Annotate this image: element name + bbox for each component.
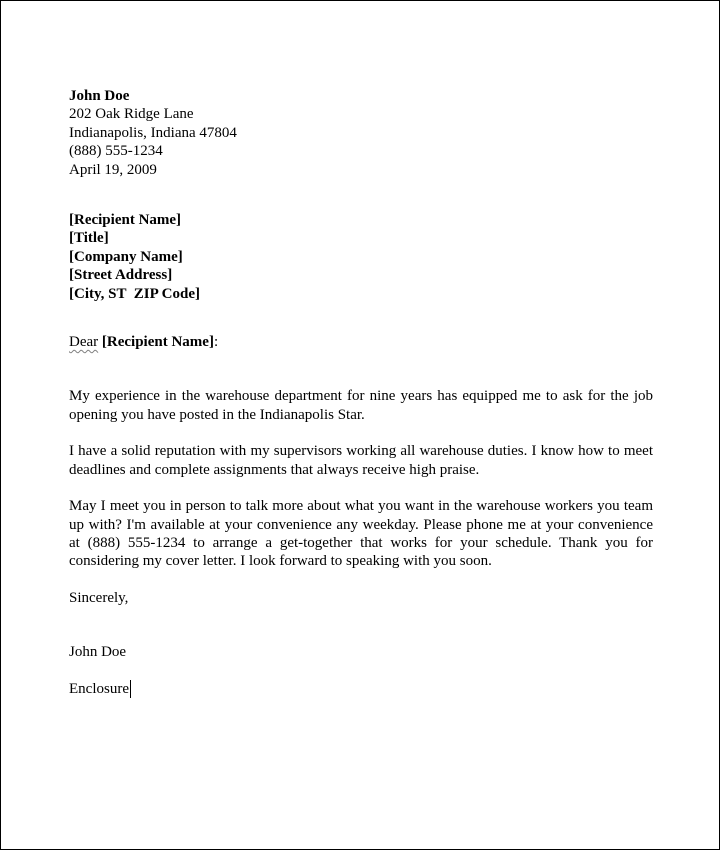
salutation-punctuation: : — [213, 334, 219, 351]
salutation — [69, 333, 653, 351]
letter-body[interactable] — [69, 87, 653, 698]
sender-name: John Doe — [69, 88, 130, 104]
enclosure-line — [69, 680, 653, 698]
sender-street: 202 Oak Ridge Lane — [69, 106, 194, 123]
sender-city-state-zip: Indianapolis, Indiana 47804 — [69, 124, 237, 141]
body-paragraph-3: May I meet you in person to talk more about what you want in the warehouse workers you team up with? I'm available at your convenience any weekday. Please phone me at your convenience at (888) 555-1234 to arrange a get-together that works for your schedule. Thank you for considering my cover letter. I look forward to speaking with you soon. — [69, 498, 653, 570]
text-cursor — [130, 680, 131, 698]
sender-block — [69, 87, 653, 179]
body-paragraph-2: I have a solid reputation with my supervisors working all warehouse duties. I know how to meet deadlines and complete assignments that always receive high praise. — [69, 443, 653, 478]
recipient-street: [Street Address] — [69, 267, 173, 284]
enclosure-label: Enclosure — [69, 680, 129, 697]
signature-name: John Doe — [69, 644, 127, 661]
letter-date: April 19, 2009 — [69, 161, 157, 178]
recipient-city-state-zip: [City, ST ZIP Code] — [69, 285, 200, 302]
body-paragraph-1: My experience in the warehouse department for nine years has equipped me to ask for the job opening you have posted in the Indianapolis Star. — [69, 388, 653, 423]
recipient-company: [Company Name] — [69, 248, 183, 265]
valediction: Sincerely, — [69, 589, 129, 606]
salutation-greeting: Dear — [69, 334, 99, 351]
recipient-title: [Title] — [69, 230, 109, 247]
recipient-name: [Recipient Name] — [69, 212, 182, 229]
salutation-name: [Recipient Name] — [101, 334, 214, 351]
sender-phone: (888) 555-1234 — [69, 143, 163, 160]
recipient-block — [69, 211, 653, 303]
